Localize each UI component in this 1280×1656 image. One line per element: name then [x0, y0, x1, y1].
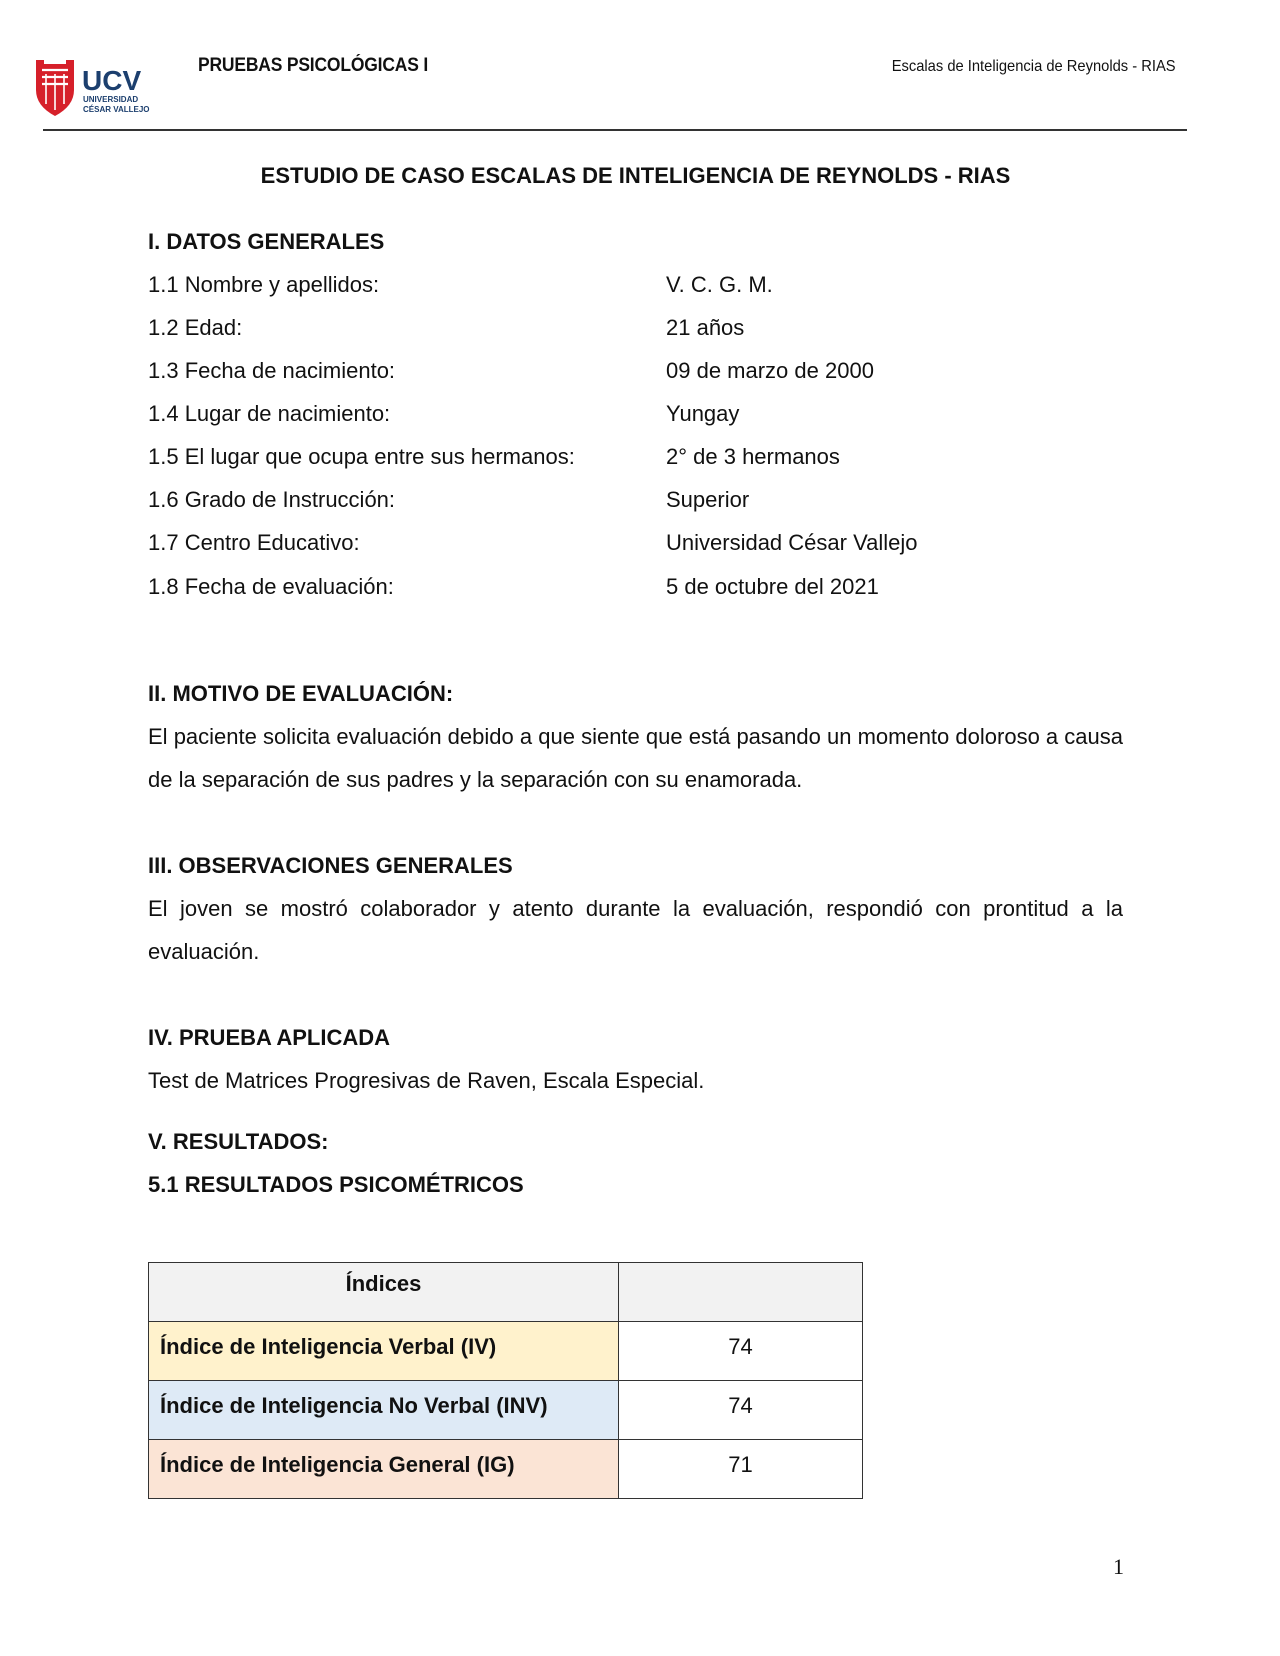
page-header [0, 0, 1280, 140]
data-label: 1.4 Lugar de nacimiento: [148, 401, 391, 426]
section-psicometricos-subheading: 5.1 RESULTADOS PSICOMÉTRICOS [148, 1172, 524, 1197]
test-name: Escalas de Inteligencia de Reynolds - RIAS [892, 58, 1176, 75]
data-label: 1.8 Fecha de evaluación: [148, 574, 394, 599]
data-label: 1.7 Centro Educativo: [148, 530, 360, 555]
data-value: 21 años [666, 315, 745, 340]
prueba-paragraph: Test de Matrices Progresivas de Raven, Escala Especial. [148, 1068, 705, 1093]
data-label: 1.6 Grado de Instrucción: [148, 487, 396, 512]
ucv-shield-icon [36, 60, 156, 118]
score-noverbal-cell: 74 [619, 1381, 863, 1440]
logo-line-1: UNIVERSIDAD [83, 95, 139, 104]
data-value: 09 de marzo de 2000 [666, 358, 874, 383]
score-verbal-cell: 74 [619, 1322, 863, 1381]
data-label: 1.1 Nombre y apellidos: [148, 272, 380, 297]
document-title: ESTUDIO DE CASO ESCALAS DE INTELIGENCIA DE REYNOLDS - RIAS [260, 163, 1011, 188]
data-value: Superior [666, 487, 750, 512]
data-value: 5 de octubre del 2021 [666, 574, 879, 599]
section-motivo-heading: II. MOTIVO DE EVALUACIÓN: [148, 681, 454, 706]
index-general-cell: Índice de Inteligencia General (IG) [149, 1440, 619, 1499]
header-divider [43, 129, 1187, 131]
logo-line-2: CÉSAR VALLEJO [83, 105, 150, 114]
data-value: 2° de 3 hermanos [666, 444, 840, 469]
course-name: PRUEBAS PSICOLÓGICAS I [198, 55, 429, 76]
data-label: 1.3 Fecha de nacimiento: [148, 358, 396, 383]
table-row [149, 1381, 863, 1440]
data-label: 1.5 El lugar que ocupa entre sus hermanos: [148, 444, 575, 469]
score-general-cell: 71 [619, 1440, 863, 1499]
data-value: V. C. G. M. [666, 272, 773, 297]
table-row [149, 1322, 863, 1381]
data-label: 1.2 Edad: [148, 315, 243, 340]
section-observaciones-heading: III. OBSERVACIONES GENERALES [148, 853, 513, 878]
table-header-score [619, 1263, 863, 1322]
section-datos-generales-heading: I. DATOS GENERALES [148, 229, 385, 254]
index-verbal-cell: Índice de Inteligencia Verbal (IV) [149, 1322, 619, 1381]
results-table [148, 1262, 863, 1499]
section-resultados-heading: V. RESULTADOS: [148, 1129, 329, 1154]
data-value: Universidad César Vallejo [666, 530, 918, 555]
table-row [149, 1440, 863, 1499]
page-number: 1 [1113, 1554, 1124, 1579]
motivo-paragraph: El paciente solicita evaluación debido a que siente que está pasando un momento doloroso a causa de la separación de sus padres y la separación con su enamorada. [148, 724, 1123, 792]
index-noverbal-cell: Índice de Inteligencia No Verbal (INV) [149, 1381, 619, 1440]
data-value: Yungay [666, 401, 740, 426]
section-prueba-heading: IV. PRUEBA APLICADA [148, 1025, 391, 1050]
ucv-logo [36, 60, 156, 118]
table-header-index: Índices [149, 1263, 619, 1322]
observaciones-paragraph: El joven se mostró colaborador y atento durante la evaluación, respondió con prontitud a la evaluación. [148, 896, 1123, 964]
table-header-row [149, 1263, 863, 1322]
logo-acronym: UCV [82, 65, 142, 96]
